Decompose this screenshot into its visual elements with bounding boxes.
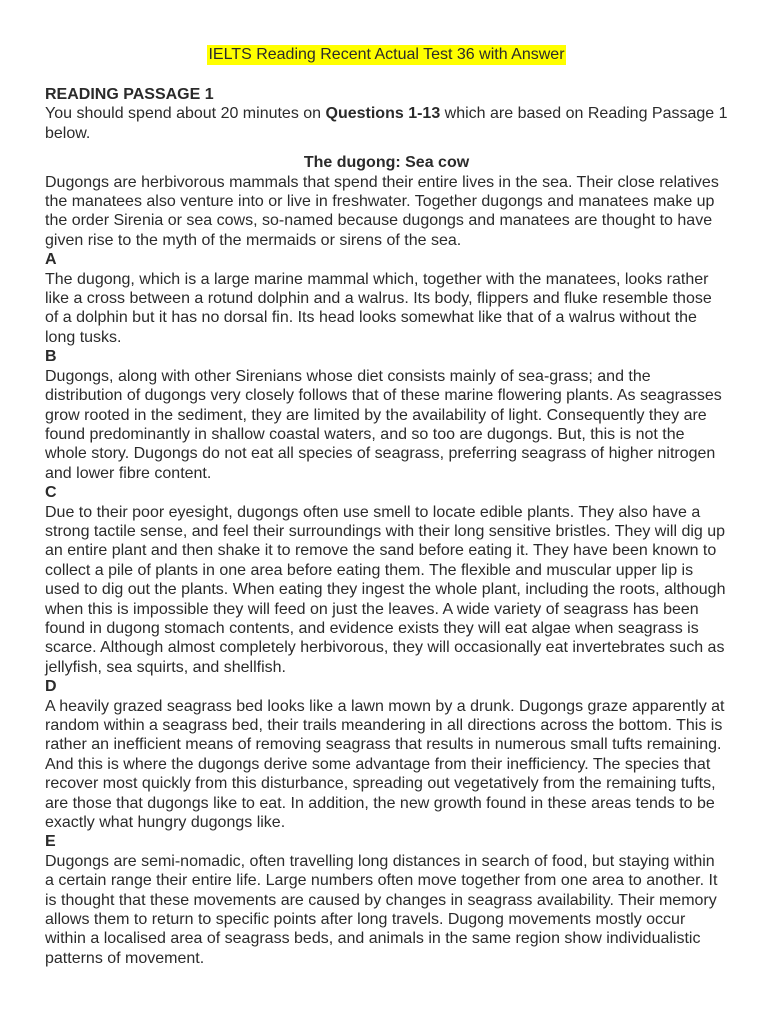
instructions-text-end: which are based on Reading Passage 1 below. — [45, 105, 728, 142]
section-paragraph-b: Dugongs, along with other Sirenians whose diet consists mainly of sea-grass; and the distribution of dugongs very closely follows that of these marine flowering plants. As seagrasses grow rooted in the sediment, they are limited by the availability of light. Consequently they are found predominantly in shallow coastal waters, and so too are dugongs. But, this is not the whole story. Dugongs do not eat all species of seagrass, preferring seagrass of higher nitrogen and lower fibre content. — [45, 367, 722, 482]
document-title-container — [45, 45, 728, 67]
section-paragraph-c: Due to their poor eyesight, dugongs often use smell to locate edible plants. They also have a strong tactile sense, and feel their surroundings with their long sensitive bristles. They will dig up an entire plant and then shake it to remove the sand before eating it. They have been known to collect a pile of plants in one area before eating them. The flexible and muscular upper lip is used to dig out the plants. When eating they ingest the whole plant, including the roots, although when this is impossible they will feed on just the leaves. A wide variety of seagrass has been found in dugong stomach contents, and evidence exists they will eat algae when seagrass is scarce. Although almost completely herbivorous, they will occasionally eat invertebrates such as jellyfish, sea squirts, and shellfish. — [45, 503, 726, 676]
section-paragraph-a: The dugong, which is a large marine mammal which, together with the manatees, looks rather like a cross between a rotund dolphin and a walrus. Its body, flippers and fluke resemble those of a dolphin but it has no dorsal fin. Its head looks somewhat like that of a walrus without the long tusks. — [45, 270, 712, 346]
section-label-c: C — [45, 484, 57, 502]
section-label-e: E — [45, 833, 56, 851]
opening-paragraph: Dugongs are herbivorous mammals that spend their entire lives in the sea. Their close relatives the manatees also venture into or live in freshwater. Together dugongs and manatees make up the order Sirenia or sea cows, so-named because dugongs and manatees are thought to have given rise to the myth of the mermaids or sirens of the sea. — [45, 173, 719, 249]
section-paragraph-d: A heavily grazed seagrass bed looks like a lawn mown by a drunk. Dugongs graze apparently at random within a seagrass bed, their trails meandering in all directions across the bottom. This is rather an inefficient means of removing seagrass that results in numerous small tufts remaining. And this is where the dugongs derive some advantage from their inefficiency. The species that recover most quickly from this disturbance, spreading out vegetatively from the remaining tufts, are those that dugongs like to eat. In addition, the new growth found in these areas tends to be exactly what hungry dugongs like. — [45, 697, 725, 832]
article-title: The dugong: Sea cow — [303, 154, 470, 172]
instructions-text-start: You should spend about 20 minutes on — [45, 105, 326, 123]
passage-instructions — [45, 104, 728, 143]
section-label-d: D — [45, 678, 57, 696]
passage-heading: READING PASSAGE 1 — [45, 86, 214, 103]
questions-range: Questions 1-13 — [325, 105, 441, 123]
section-label-a: A — [45, 251, 57, 269]
document-title: IELTS Reading Recent Actual Test 36 with Answer — [208, 46, 565, 63]
section-label-b: B — [45, 348, 57, 366]
section-paragraph-e: Dugongs are semi-nomadic, often travelling long distances in search of food, but staying within a certain range their entire life. Large numbers often move together from one area to another. It is thought that these movements are caused by changes in seagrass availability. Their memory allows them to return to specific points after long travels. Dugong movements mostly occur within a localised area of seagrass beds, and animals in the same region show individualistic patterns of movement. — [45, 852, 718, 967]
